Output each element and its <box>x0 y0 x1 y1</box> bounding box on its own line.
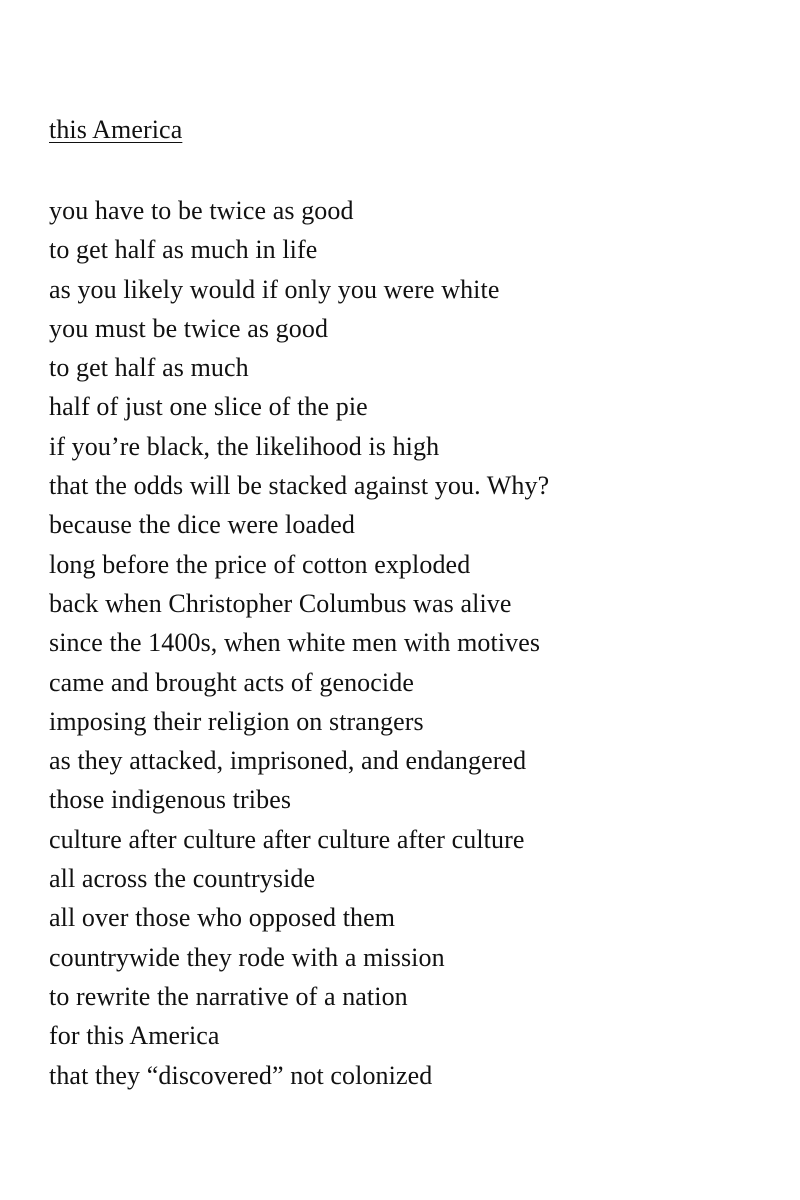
poem-line: because the dice were loaded <box>49 510 355 540</box>
poem-line: to get half as much <box>49 353 249 383</box>
poem-line: back when Christopher Columbus was alive <box>49 588 512 618</box>
poem-line: if you’re black, the likelihood is high <box>49 431 440 461</box>
poem-line: long before the price of cotton exploded <box>49 549 471 579</box>
poem-line: culture after culture after culture after culture <box>49 824 525 854</box>
poem-line: to get half as much in life <box>49 235 318 265</box>
poem-line: since the 1400s, when white men with motives <box>49 628 541 658</box>
poem-line: countrywide they rode with a mission <box>49 942 445 972</box>
poem-line: as they attacked, imprisoned, and endangered <box>49 746 527 776</box>
poem-line: imposing their religion on strangers <box>49 706 424 736</box>
poem-line: all across the countryside <box>49 864 316 894</box>
poem-body <box>49 191 769 1095</box>
poem-title: this America <box>49 115 183 144</box>
poem-line: you must be twice as good <box>49 313 329 343</box>
poem-line: those indigenous tribes <box>49 785 292 815</box>
poem-line: came and brought acts of genocide <box>49 667 414 697</box>
poem-line: that they “discovered” not colonized <box>49 1060 433 1090</box>
poem-line: all over those who opposed them <box>49 903 396 933</box>
poem-line: that the odds will be stacked against you. Why? <box>49 471 550 501</box>
poem-page <box>49 112 769 1095</box>
poem-line: you have to be twice as good <box>49 196 354 225</box>
poem-line: for this America <box>49 1021 220 1051</box>
poem-line: half of just one slice of the pie <box>49 392 368 422</box>
poem-line: as you likely would if only you were white <box>49 274 500 304</box>
poem-line: to rewrite the narrative of a nation <box>49 981 408 1011</box>
